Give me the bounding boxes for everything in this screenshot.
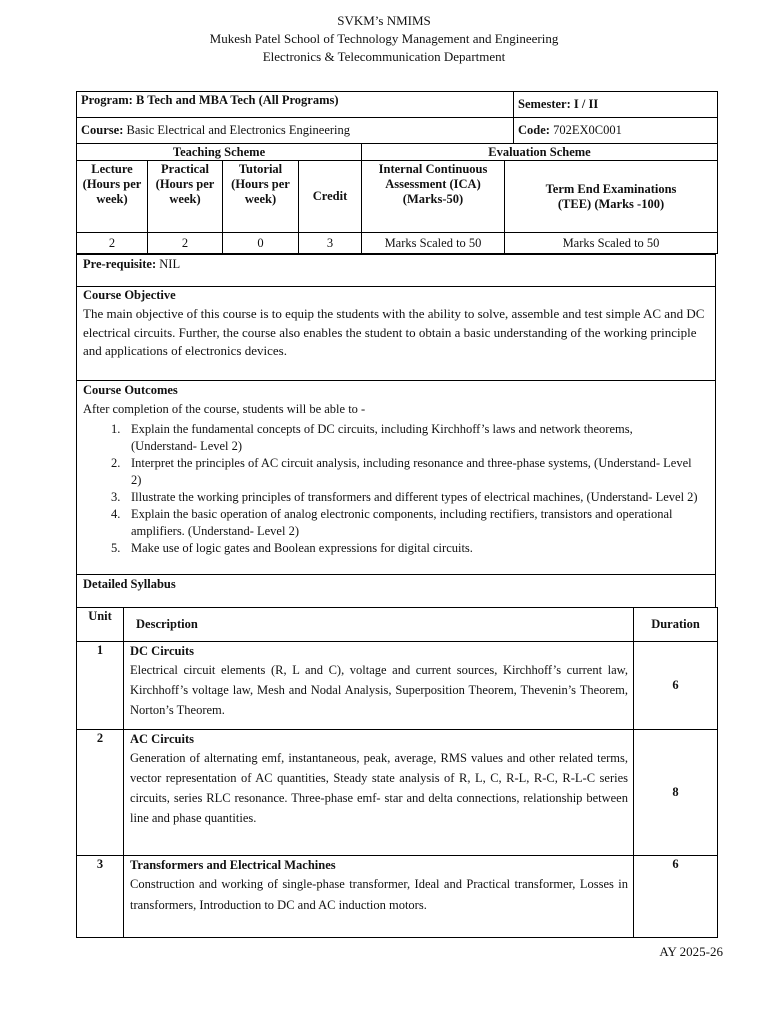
col-ica: Internal Continuous Assessment (ICA) (Marks-50) — [362, 161, 505, 233]
course-cell — [77, 118, 514, 144]
course-outcomes-section — [76, 380, 716, 575]
col-tutorial: Tutorial (Hours per week) — [223, 161, 299, 233]
unit-number: 1 — [77, 642, 124, 730]
outcome-text: Explain the fundamental concepts of DC circuits, including Kirchhoff’s laws and network theorems, (Understand- Level 2) — [131, 422, 633, 453]
course-outcomes-intro: After completion of the course, students will be able to - — [83, 402, 366, 416]
unit-number: 3 — [77, 856, 124, 938]
outcome-number: 1. — [111, 422, 121, 436]
unit-description: Generation of alternating emf, instantaneous, peak, average, RMS values and other related terms, vector representation of AC quantities, Steady state analysis of R, L, C, R-L, R-C, R-L-C series circuits, series RLC resonance. Three-phase emf- star and delta connections, relationship between line and phase quantities. — [130, 751, 628, 825]
val-tee: Marks Scaled to 50 — [505, 233, 718, 254]
val-lecture: 2 — [77, 233, 148, 254]
program-value: B Tech and MBA Tech (All Programs) — [135, 93, 339, 107]
col-tee: Term End Examinations (TEE) (Marks -100) — [505, 161, 718, 233]
outcome-item — [83, 540, 699, 557]
val-credit: 3 — [299, 233, 362, 254]
unit-title: Transformers and Electrical Machines — [130, 858, 336, 872]
prerequisite-value: NIL — [159, 257, 181, 271]
course-label: Course: — [81, 123, 124, 137]
unit-title: DC Circuits — [130, 644, 195, 658]
unit-description: Construction and working of single-phase transformer, Ideal and Practical transformer, Losses in transformers, Introduction to DC and AC induction motors. — [130, 877, 628, 912]
outcome-text: Explain the basic operation of analog electronic components, including rectifiers, transistors and operational amplifiers. (Understand- Level 2) — [131, 507, 673, 538]
unit-description-cell — [124, 642, 634, 730]
unit-description-cell — [124, 856, 634, 938]
school-name: Mukesh Patel School of Technology Management and Engineering — [209, 31, 559, 46]
course-objective-text: The main objective of this course is to equip the students with the ability to solve, assemble and test simple AC and DC electrical circuits. Further, the course also enables the student to obtain a basic understanding of the working principle and applications of electronics devices. — [83, 306, 705, 358]
col-duration: Duration — [634, 608, 718, 642]
unit-duration: 6 — [634, 856, 718, 938]
outcome-item — [83, 506, 699, 540]
outcome-number: 2. — [111, 456, 121, 470]
col-credit: Credit — [299, 161, 362, 233]
scheme-table — [76, 143, 718, 254]
outcome-item — [83, 421, 699, 455]
val-ica: Marks Scaled to 50 — [362, 233, 505, 254]
unit-number: 2 — [77, 730, 124, 856]
syllabus-table — [76, 607, 718, 938]
course-outcomes-list — [83, 421, 699, 557]
program-label: Program: — [81, 93, 133, 107]
val-practical: 2 — [148, 233, 223, 254]
outcome-text: Interpret the principles of AC circuit analysis, including resonance and three-phase systems, (Understand- Level 2) — [131, 456, 692, 487]
col-unit: Unit — [77, 608, 124, 642]
outcome-item — [83, 489, 699, 506]
outcome-number: 3. — [111, 490, 121, 504]
unit-duration: 8 — [634, 730, 718, 856]
institute-name: SVKM’s NMIMS — [337, 13, 431, 28]
academic-year: AY 2025-26 — [659, 944, 723, 959]
evaluation-scheme-title: Evaluation Scheme — [362, 144, 718, 161]
syllabus-title: Detailed Syllabus — [83, 577, 176, 591]
semester-cell: Semester: I / II — [514, 92, 718, 118]
course-value: Basic Electrical and Electronics Engineering — [126, 123, 351, 137]
unit-description-cell — [124, 730, 634, 856]
outcome-text: Illustrate the working principles of transformers and different types of electrical machines, (Understand- Level 2) — [131, 490, 698, 504]
department-name: Electronics & Telecommunication Department — [262, 49, 506, 64]
unit-title: AC Circuits — [130, 732, 195, 746]
syllabus-title-row — [76, 574, 716, 608]
unit-description: Electrical circuit elements (R, L and C), voltage and current sources, Kirchhoff’s current law, Kirchhoff’s voltage law, Mesh and Nodal Analysis, Superposition Theorem, Thevenin’s Theorem, Norton’s Theorem. — [130, 663, 628, 717]
code-cell — [514, 118, 718, 144]
program-table — [76, 91, 718, 144]
syllabus-row — [77, 730, 718, 856]
col-description: Description — [124, 608, 634, 642]
syllabus-row — [77, 856, 718, 938]
code-label: Code: — [518, 123, 550, 137]
outcome-number: 5. — [111, 541, 121, 555]
col-lecture: Lecture (Hours per week) — [77, 161, 148, 233]
outcome-item — [83, 455, 699, 489]
outcome-text: Make use of logic gates and Boolean expressions for digital circuits. — [131, 541, 473, 555]
course-objective-title: Course Objective — [83, 288, 176, 302]
syllabus-row — [77, 642, 718, 730]
val-tutorial: 0 — [223, 233, 299, 254]
course-outcomes-title: Course Outcomes — [83, 383, 178, 397]
prerequisite-row — [76, 254, 716, 287]
program-cell — [77, 92, 514, 118]
course-objective-section — [76, 286, 716, 381]
outcome-number: 4. — [111, 507, 121, 521]
col-practical: Practical (Hours per week) — [148, 161, 223, 233]
prerequisite-label: Pre-requisite: — [83, 257, 157, 271]
teaching-scheme-title: Teaching Scheme — [77, 144, 362, 161]
unit-duration: 6 — [634, 642, 718, 730]
code-value: 702EX0C001 — [553, 123, 622, 137]
